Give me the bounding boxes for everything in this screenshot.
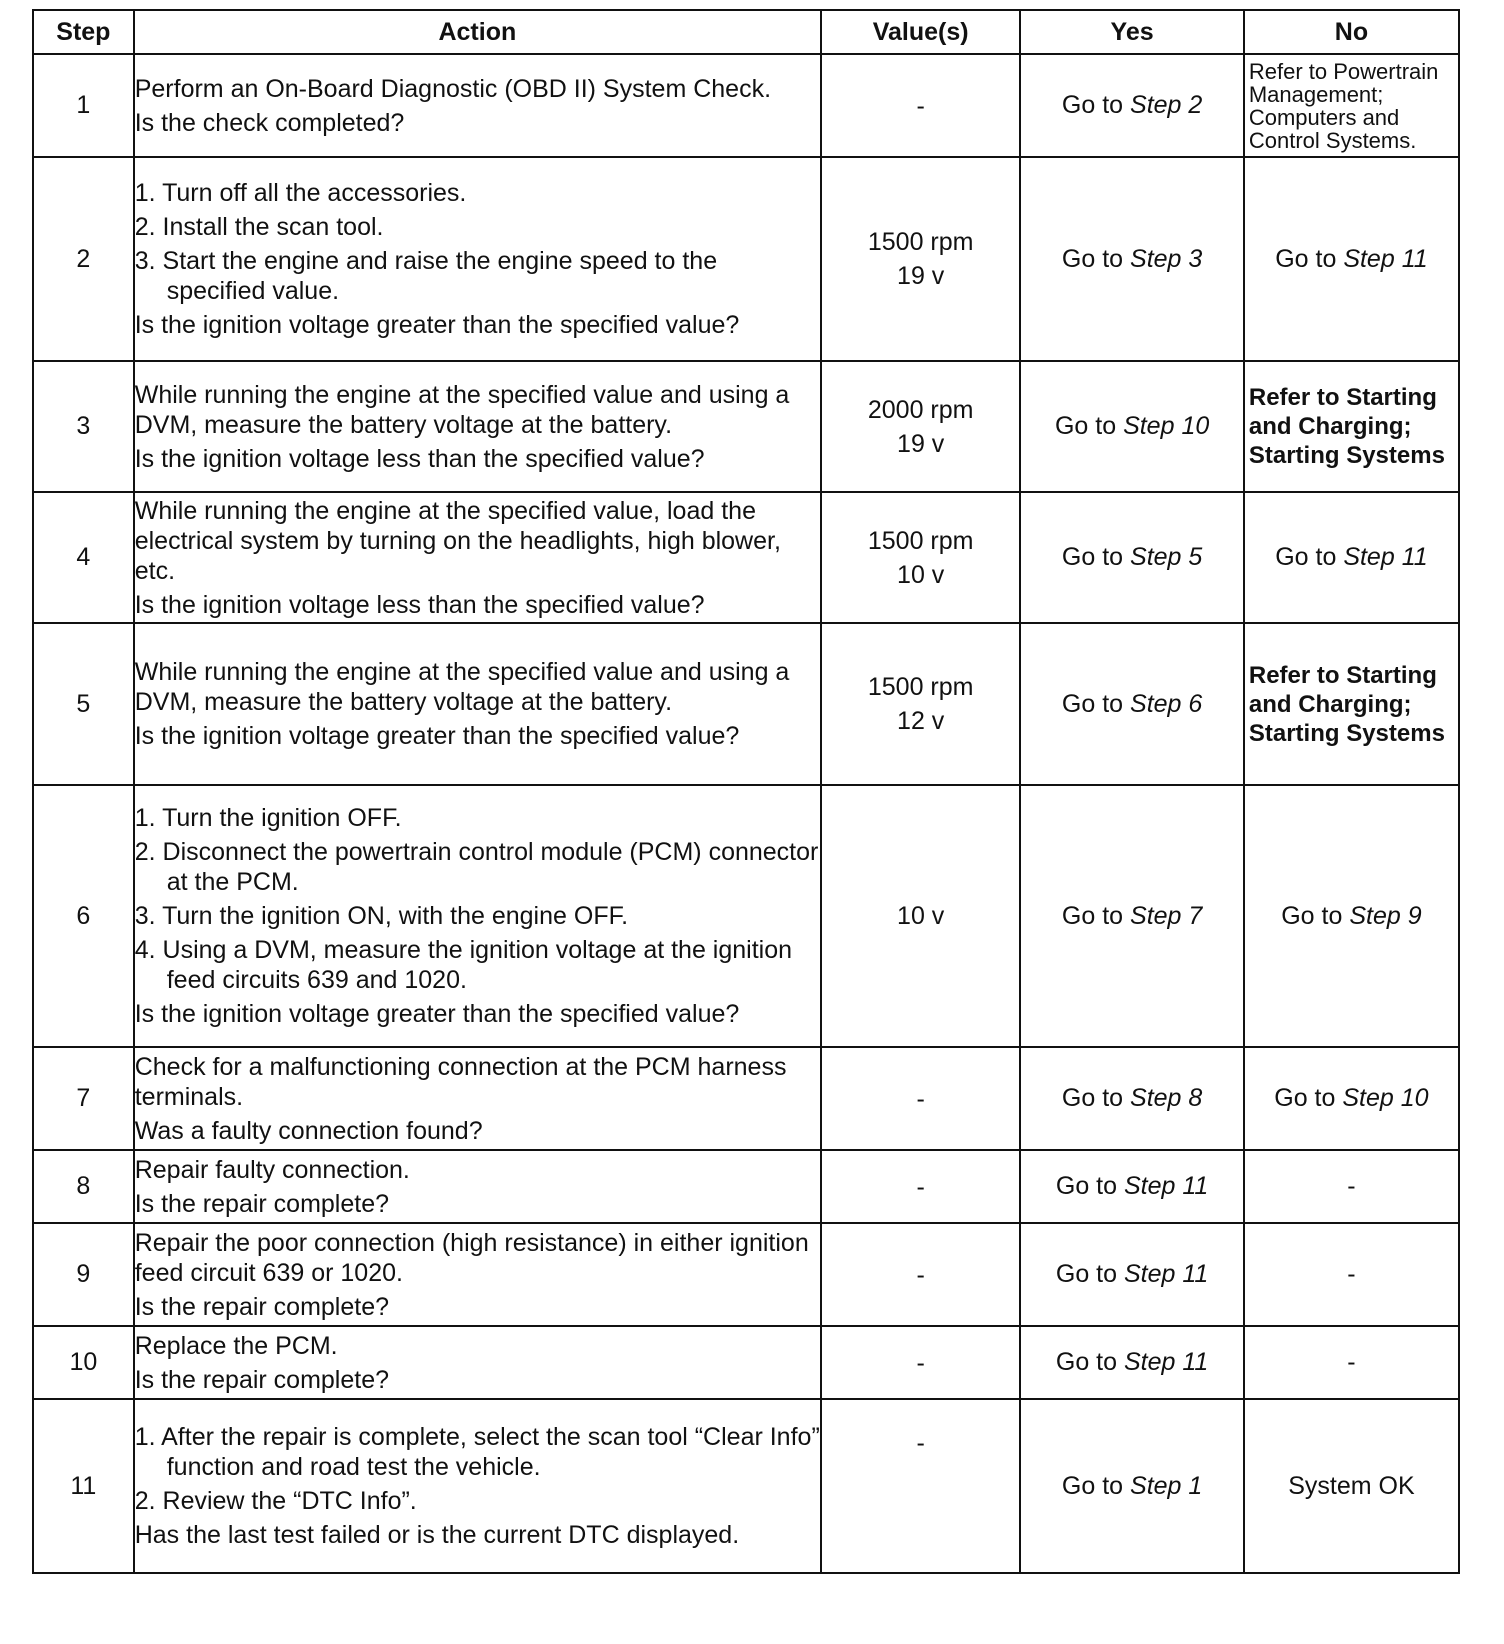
no-cell: Refer to Starting and Charging; Starting Systems bbox=[1244, 623, 1459, 785]
action-question: Is the ignition voltage greater than the specified value? bbox=[134, 1000, 740, 1028]
value-text: 1500 rpm bbox=[867, 526, 974, 555]
step-word: Step bbox=[1343, 244, 1395, 273]
action-text: While running the engine at the specified value, load the electrical system by turning on the headlights, high blower, etc. bbox=[134, 496, 781, 585]
yes-cell bbox=[1020, 54, 1244, 157]
step-word: Step bbox=[1130, 543, 1182, 571]
step-word: Step bbox=[1130, 901, 1182, 930]
no-cell: System OK bbox=[1244, 1399, 1459, 1573]
action-item: 1. After the repair is complete, select the scan tool “Clear Info” function and road test the vehicle. bbox=[134, 1423, 820, 1481]
value-text: 2000 rpm bbox=[867, 395, 974, 424]
action-text: Repair faulty connection. bbox=[134, 1155, 410, 1184]
value-text: - bbox=[916, 1084, 925, 1113]
table-row bbox=[33, 1223, 1459, 1326]
action-question: Is the ignition voltage less than the specified value? bbox=[134, 444, 705, 473]
yes-step: 5 bbox=[1188, 543, 1203, 571]
yes-step: 11 bbox=[1182, 1348, 1209, 1376]
no-cell: Refer to Powertrain Management; Computers and Control Systems. bbox=[1244, 54, 1459, 157]
goto-prefix: Go to bbox=[1061, 1084, 1124, 1112]
step-word: Step bbox=[1342, 1084, 1394, 1112]
value-text: 12 v bbox=[897, 707, 945, 735]
action-item: 1. Turn off all the accessories. bbox=[134, 179, 467, 207]
yes-cell bbox=[1020, 623, 1244, 785]
action-question: Is the repair complete? bbox=[134, 1365, 390, 1394]
yes-cell bbox=[1020, 1150, 1244, 1223]
goto-prefix: Go to bbox=[1054, 412, 1117, 440]
step-word: Step bbox=[1123, 1348, 1176, 1376]
goto-prefix: Go to bbox=[1281, 901, 1343, 930]
action-cell bbox=[134, 361, 821, 492]
diagnostic-table bbox=[32, 9, 1460, 1574]
action-cell bbox=[134, 1326, 821, 1399]
table-row bbox=[33, 1326, 1459, 1399]
goto-prefix: Go to bbox=[1061, 244, 1124, 273]
yes-cell bbox=[1020, 785, 1244, 1047]
header-step: Step bbox=[33, 10, 134, 54]
table-row bbox=[33, 157, 1459, 361]
table-row bbox=[33, 1150, 1459, 1223]
no-cell bbox=[1244, 1047, 1459, 1150]
no-cell bbox=[1244, 785, 1459, 1047]
step-number: 2 bbox=[33, 157, 134, 361]
value-text: 1500 rpm bbox=[867, 228, 974, 256]
action-item: 1. Turn the ignition OFF. bbox=[134, 804, 402, 832]
step-number: 9 bbox=[33, 1223, 134, 1326]
no-step: 10 bbox=[1400, 1084, 1429, 1112]
yes-step: 1 bbox=[1188, 1471, 1203, 1500]
goto-prefix: Go to bbox=[1061, 901, 1124, 930]
action-item: 2. Review the “DTC Info”. bbox=[134, 1487, 417, 1515]
action-text: Perform an On-Board Diagnostic (OBD II) System Check. bbox=[134, 74, 772, 103]
action-question: Is the ignition voltage greater than the specified value? bbox=[134, 722, 740, 750]
value-text: - bbox=[916, 1172, 925, 1201]
table-row bbox=[33, 1399, 1459, 1573]
action-question: Is the ignition voltage greater than the specified value? bbox=[134, 311, 740, 339]
goto-prefix: Go to bbox=[1055, 1260, 1118, 1288]
step-number: 1 bbox=[33, 54, 134, 157]
table-header-row bbox=[33, 10, 1459, 54]
step-word: Step bbox=[1349, 901, 1401, 930]
table-row bbox=[33, 492, 1459, 623]
yes-step: 11 bbox=[1182, 1260, 1209, 1288]
value-text: 10 v bbox=[897, 560, 945, 589]
value-text: 19 v bbox=[897, 262, 945, 290]
no-cell: - bbox=[1244, 1150, 1459, 1223]
header-values: Value(s) bbox=[821, 10, 1020, 54]
action-cell bbox=[134, 785, 821, 1047]
values-cell bbox=[821, 1326, 1020, 1399]
action-cell bbox=[134, 623, 821, 785]
value-text: - bbox=[916, 1260, 925, 1289]
step-word: Step bbox=[1123, 1260, 1176, 1288]
yes-step: 7 bbox=[1188, 901, 1203, 930]
goto-prefix: Go to bbox=[1061, 1471, 1124, 1500]
table-row bbox=[33, 623, 1459, 785]
action-item: 2. Disconnect the powertrain control module (PCM) connector at the PCM. bbox=[134, 838, 819, 896]
no-cell bbox=[1244, 492, 1459, 623]
action-item: 4. Using a DVM, measure the ignition voltage at the ignition feed circuits 639 and 1020. bbox=[134, 936, 793, 994]
no-step: 11 bbox=[1401, 543, 1428, 571]
table-row bbox=[33, 1047, 1459, 1150]
values-cell bbox=[821, 1399, 1020, 1573]
values-cell bbox=[821, 492, 1020, 623]
step-number: 6 bbox=[33, 785, 134, 1047]
action-text: Replace the PCM. bbox=[134, 1331, 338, 1360]
step-word: Step bbox=[1123, 412, 1175, 440]
goto-prefix: Go to bbox=[1055, 1348, 1118, 1376]
step-word: Step bbox=[1130, 1471, 1182, 1500]
action-text: Repair the poor connection (high resistance) in either ignition feed circuit 639 or 1020. bbox=[134, 1228, 809, 1287]
action-cell bbox=[134, 1223, 821, 1326]
step-word: Step bbox=[1343, 543, 1395, 571]
action-cell bbox=[134, 492, 821, 623]
goto-prefix: Go to bbox=[1061, 543, 1124, 571]
table-row bbox=[33, 785, 1459, 1047]
yes-step: 3 bbox=[1188, 244, 1203, 273]
no-step: 11 bbox=[1401, 244, 1428, 273]
goto-prefix: Go to bbox=[1061, 689, 1124, 718]
header-no: No bbox=[1244, 10, 1459, 54]
step-word: Step bbox=[1130, 244, 1182, 273]
value-text: - bbox=[916, 1429, 925, 1457]
yes-cell bbox=[1020, 361, 1244, 492]
goto-prefix: Go to bbox=[1274, 1084, 1336, 1112]
yes-step: 11 bbox=[1182, 1172, 1209, 1200]
yes-cell bbox=[1020, 1399, 1244, 1573]
goto-prefix: Go to bbox=[1275, 543, 1337, 571]
value-text: - bbox=[916, 91, 925, 120]
action-text: While running the engine at the specified value and using a DVM, measure the battery voltage at the battery. bbox=[134, 380, 790, 439]
goto-prefix: Go to bbox=[1061, 91, 1124, 119]
values-cell bbox=[821, 361, 1020, 492]
value-text: - bbox=[916, 1348, 925, 1377]
action-question: Is the repair complete? bbox=[134, 1189, 390, 1218]
header-yes: Yes bbox=[1020, 10, 1244, 54]
step-number: 3 bbox=[33, 361, 134, 492]
step-number: 4 bbox=[33, 492, 134, 623]
no-cell: - bbox=[1244, 1223, 1459, 1326]
step-word: Step bbox=[1130, 689, 1182, 718]
goto-prefix: Go to bbox=[1055, 1172, 1118, 1200]
yes-step: 2 bbox=[1188, 91, 1203, 119]
action-text: Check for a malfunctioning connection at the PCM harness terminals. bbox=[134, 1052, 787, 1111]
step-number: 8 bbox=[33, 1150, 134, 1223]
yes-cell bbox=[1020, 1047, 1244, 1150]
no-cell: Refer to Starting and Charging; Starting Systems bbox=[1244, 361, 1459, 492]
yes-step: 6 bbox=[1188, 689, 1203, 718]
value-text: 10 v bbox=[897, 902, 945, 930]
yes-cell bbox=[1020, 1223, 1244, 1326]
yes-cell bbox=[1020, 492, 1244, 623]
action-cell bbox=[134, 157, 821, 361]
action-question: Is the check completed? bbox=[134, 108, 405, 137]
no-cell bbox=[1244, 157, 1459, 361]
no-step: 9 bbox=[1407, 901, 1422, 930]
values-cell bbox=[821, 1223, 1020, 1326]
values-cell bbox=[821, 1047, 1020, 1150]
step-number: 5 bbox=[33, 623, 134, 785]
action-question: Was a faulty connection found? bbox=[134, 1116, 483, 1145]
action-item: 3. Turn the ignition ON, with the engine OFF. bbox=[134, 902, 629, 930]
diagnostic-table-page bbox=[32, 9, 1460, 1574]
step-word: Step bbox=[1130, 91, 1182, 119]
table-row bbox=[33, 54, 1459, 157]
step-word: Step bbox=[1130, 1084, 1182, 1112]
value-text: 1500 rpm bbox=[867, 673, 974, 701]
action-question: Has the last test failed or is the current DTC displayed. bbox=[134, 1521, 740, 1549]
step-number: 10 bbox=[33, 1326, 134, 1399]
action-cell bbox=[134, 1047, 821, 1150]
goto-prefix: Go to bbox=[1275, 244, 1337, 273]
yes-cell bbox=[1020, 157, 1244, 361]
action-cell bbox=[134, 54, 821, 157]
value-text: 19 v bbox=[897, 429, 945, 458]
step-number: 11 bbox=[33, 1399, 134, 1573]
step-word: Step bbox=[1123, 1172, 1176, 1200]
yes-step: 8 bbox=[1188, 1084, 1203, 1112]
action-text: While running the engine at the specified value and using a DVM, measure the battery voltage at the battery. bbox=[134, 658, 790, 716]
no-cell: - bbox=[1244, 1326, 1459, 1399]
values-cell bbox=[821, 54, 1020, 157]
yes-step: 10 bbox=[1181, 412, 1210, 440]
header-action: Action bbox=[134, 10, 821, 54]
action-cell bbox=[134, 1399, 821, 1573]
values-cell bbox=[821, 1150, 1020, 1223]
step-number: 7 bbox=[33, 1047, 134, 1150]
action-question: Is the ignition voltage less than the specified value? bbox=[134, 590, 705, 619]
action-question: Is the repair complete? bbox=[134, 1292, 390, 1321]
table-row bbox=[33, 361, 1459, 492]
yes-cell bbox=[1020, 1326, 1244, 1399]
action-item: 2. Install the scan tool. bbox=[134, 213, 384, 241]
action-cell bbox=[134, 1150, 821, 1223]
values-cell bbox=[821, 157, 1020, 361]
values-cell bbox=[821, 623, 1020, 785]
values-cell bbox=[821, 785, 1020, 1047]
action-item: 3. Start the engine and raise the engine speed to the specified value. bbox=[134, 247, 718, 305]
